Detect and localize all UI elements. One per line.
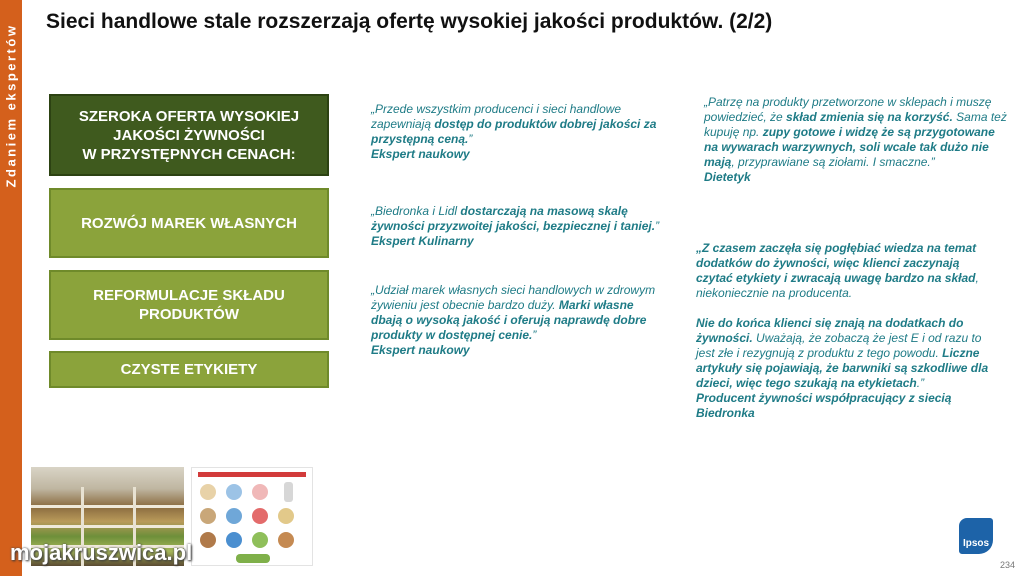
box-line: JAKOŚCI ŻYWNOŚCI <box>113 126 265 144</box>
quote-dietitian <box>704 95 1009 185</box>
quote-text: „Udział marek własnych sieci handlowych w zdrowym żywieniu jest obecnie bardzo duży. <box>371 283 656 312</box>
box-line: REFORMULACJE SKŁADU <box>93 287 285 304</box>
watermark-part: .pl <box>166 540 193 565</box>
box-line: ROZWÓJ MAREK WŁASNYCH <box>81 214 297 232</box>
sidebar-strip <box>0 0 22 576</box>
quote-text: ” <box>655 219 660 233</box>
product-icon <box>200 484 216 500</box>
quote-text: Uważają, że zobaczą że jest E i od razu to jest złe i rezygnują z produktu z tego powodu. <box>696 331 982 360</box>
quote-author: Ekspert naukowy <box>371 147 470 161</box>
quote-author: Biedronka <box>696 406 755 420</box>
quote-paragraph <box>696 241 996 301</box>
watermark-part: moja <box>10 540 62 565</box>
quote-text: , niekoniecznie na producenta. <box>696 271 979 300</box>
sidebar-label-wrap <box>0 0 22 210</box>
quote-text: .” <box>916 376 925 390</box>
box-line: PRODUKTÓW <box>138 306 239 323</box>
quote-emphasis: Marki własne dbają o wysoką jakość i oferują naprawdę dobre produkty w dostępnej cenie. <box>371 298 647 342</box>
product-icon <box>278 532 294 548</box>
watermark-part: kruszwica <box>61 540 167 565</box>
product-icon <box>200 508 216 524</box>
infographic-header <box>198 472 306 477</box>
quote-text: ” <box>468 132 473 146</box>
quote-emphasis: skład zmienia się na korzyść. <box>786 110 953 124</box>
quote-text: Sama też kupuję np. <box>704 110 1007 139</box>
quote-text: „Patrzę na produkty przetworzone w sklepach i muszę powiedzieć, że <box>704 95 992 124</box>
ipsos-logo <box>959 518 993 554</box>
box-line: SZEROKA OFERTA WYSOKIEJ <box>78 107 300 125</box>
box-clean-labels <box>49 351 329 388</box>
site-watermark <box>10 540 192 566</box>
product-icon <box>284 482 293 502</box>
box-wide-offer <box>49 94 329 176</box>
quote-emphasis: Nie do końca klienci się znają na dodatkach do żywności. <box>696 316 964 345</box>
paragraph-gap <box>696 301 996 316</box>
product-icon <box>226 508 242 524</box>
product-icon <box>200 532 216 548</box>
page-title: Sieci handlowe stale rozszerzają ofertę wysokiej jakości produktów. (2/2) <box>46 10 773 33</box>
quote-text: ” <box>532 328 537 342</box>
sidebar-label: Zdaniem ekspertów <box>3 23 19 187</box>
quote-science-expert-1 <box>371 102 661 162</box>
shelf-line <box>31 525 184 528</box>
quote-food-producer <box>696 241 996 421</box>
box-line: CZYSTE ETYKIETY <box>120 361 258 378</box>
product-icon <box>252 484 268 500</box>
quote-text: „Biedronka i Lidl <box>371 204 461 218</box>
box-line: W PRZYSTĘPNYCH CENACH: <box>82 145 296 163</box>
products-infographic-image <box>191 467 313 566</box>
quote-author: Ekspert naukowy <box>371 343 470 357</box>
quote-text: „Przede wszystkim producenci i sieci handlowe zapewniają <box>371 102 622 131</box>
infographic-footer-logo <box>236 554 270 563</box>
logo-text: Ipsos <box>962 538 990 549</box>
product-icon <box>226 532 242 548</box>
quote-emphasis: Liczne artykuły się pojawiają, że barwniki są szkodliwe dla dzieci, więc tego szukają na etykietach <box>696 346 989 390</box>
shelf-line <box>31 505 184 508</box>
page-number: 234 <box>1000 560 1016 570</box>
product-icon <box>252 532 268 548</box>
quote-emphasis: zupy gotowe i widzę że są przygotowane na wywarach warzywnych, soli wcale tak dużo nie mają <box>704 125 995 169</box>
quote-author: Producent żywności współpracujący z siecią <box>696 391 952 405</box>
quote-author: Ekspert Kulinarny <box>371 234 474 248</box>
quote-emphasis: „Z czasem zaczęła się pogłębiać wiedza na temat dodatków do żywności, więc klienci zaczynają czytać etykiety i zwracają uwagę bardzo na skład <box>696 241 977 285</box>
product-icon <box>252 508 268 524</box>
quote-paragraph <box>696 316 996 391</box>
quote-science-expert-2 <box>371 283 661 358</box>
product-icon <box>278 508 294 524</box>
box-private-labels <box>49 188 329 258</box>
quote-emphasis: dostarczają na masową skalę żywności przyzwoitej jakości, bezpiecznej i taniej. <box>371 204 656 233</box>
quote-emphasis: dostęp do produktów dobrej jakości za przystępną ceną. <box>371 117 657 146</box>
quote-culinary-expert <box>371 204 661 249</box>
quote-author: Dietetyk <box>704 170 751 184</box>
product-icon <box>226 484 242 500</box>
box-reformulation <box>49 270 329 340</box>
quote-text: , przyprawiane są ziołami. I smaczne.” <box>731 155 935 169</box>
